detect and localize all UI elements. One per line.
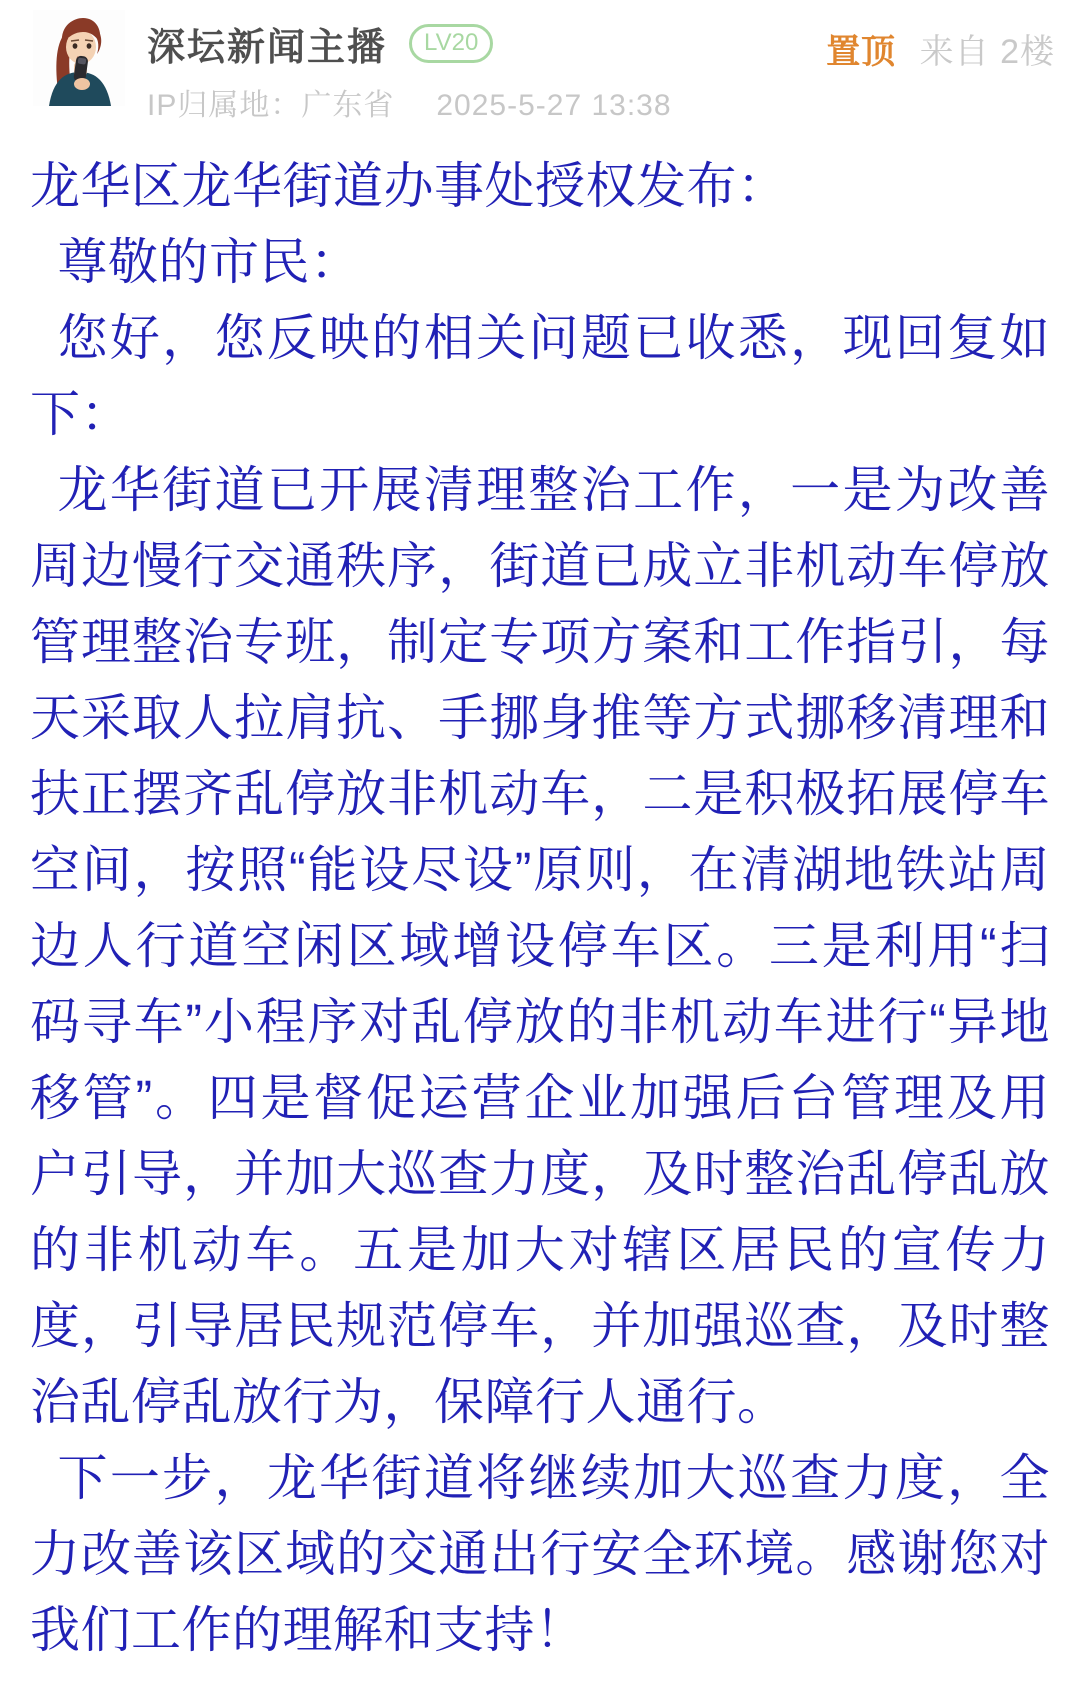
timestamp: 2025-5-27 13:38 bbox=[436, 89, 672, 122]
post-body bbox=[0, 124, 1080, 1708]
username[interactable]: 深坛新闻主播 bbox=[147, 27, 388, 69]
post-meta bbox=[147, 80, 826, 124]
paragraph-measures: 龙华街道已开展清理整治工作，一是为改善周边慢行交通秩序，街道已成立非机动车停放管理整治专班，制定专项方案和工作指引，每天采取人拉肩抗、手挪身推等方式挪移清理和扶正摆齐乱停放非机动车，二是积极拓展停车空间，按照“能设尽设”原则，在清湖地铁站周边人行道空闲区域增设停车区。三是利用“扫码寻车”小程序对乱停放的非机动车进行“异地移管”。四是督促运营企业加强后台管理及用户引导，并加大巡查力度，及时整治乱停乱放的非机动车。五是加大对辖区居民的宣传力度，引导居民规范停车，并加强巡查，及时整治乱停乱放行为，保障行人通行。 bbox=[30, 462, 1050, 1430]
paragraph-intro: 您好，您反映的相关问题已收悉，现回复如下： bbox=[30, 310, 1050, 442]
level-badge: LV20 bbox=[409, 24, 493, 63]
post-header bbox=[0, 0, 1080, 124]
floor-label: 来自 2楼 bbox=[919, 33, 1055, 71]
paragraph-announcement-title: 龙华区龙华街道办事处授权发布： bbox=[30, 158, 788, 214]
paragraph-salutation: 尊敬的市民： bbox=[57, 234, 361, 290]
pinned-badge: 置顶 bbox=[826, 33, 897, 71]
user-info bbox=[147, 10, 826, 124]
ip-location-label: IP归属地：广东省 bbox=[147, 89, 395, 122]
name-row bbox=[147, 16, 826, 71]
avatar[interactable] bbox=[33, 10, 125, 106]
newscaster-avatar-icon bbox=[33, 10, 125, 106]
flag-row bbox=[826, 24, 1055, 73]
paragraph-closing: 下一步，龙华街道将继续加大巡查力度，全力改善该区域的交通出行安全环境。感谢您对我们工作的理解和支持！ bbox=[30, 1450, 1050, 1658]
